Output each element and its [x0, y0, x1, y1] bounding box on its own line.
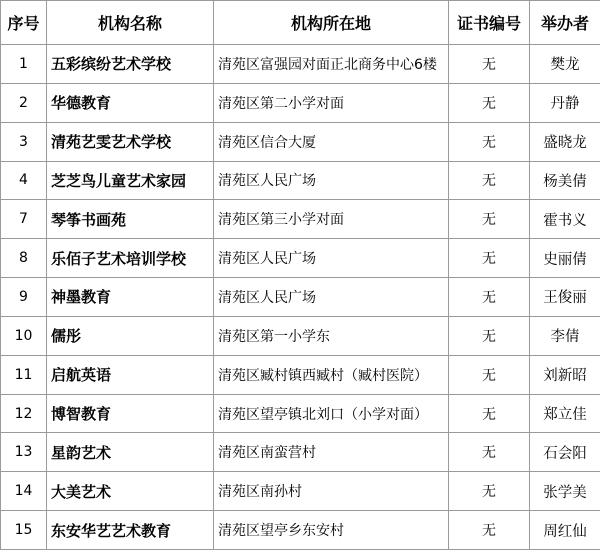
- cell-organizer[interactable]: 王俊丽: [530, 278, 600, 317]
- cell-institution-name[interactable]: 东安华艺艺术教育: [47, 511, 214, 550]
- cell-institution-location[interactable]: 清苑区望亭镇北刘口（小学对面）: [214, 394, 449, 433]
- cell-certificate-number[interactable]: 无: [449, 161, 530, 200]
- cell-institution-name[interactable]: 启航英语: [47, 355, 214, 394]
- cell-serial-number[interactable]: 11: [1, 355, 47, 394]
- table-row: [1, 433, 600, 472]
- cell-organizer[interactable]: 石会阳: [530, 433, 600, 472]
- cell-organizer[interactable]: 张学美: [530, 472, 600, 511]
- table-row: [1, 316, 600, 355]
- cell-organizer[interactable]: 樊龙: [530, 45, 600, 84]
- table-row: [1, 83, 600, 122]
- table-row: [1, 355, 600, 394]
- cell-serial-number[interactable]: 1: [1, 45, 47, 84]
- cell-organizer[interactable]: 丹静: [530, 83, 600, 122]
- table-row: [1, 472, 600, 511]
- cell-institution-name[interactable]: 博智教育: [47, 394, 214, 433]
- cell-serial-number[interactable]: 12: [1, 394, 47, 433]
- cell-institution-location[interactable]: 清苑区望亭乡东安村: [214, 511, 449, 550]
- table-row: [1, 239, 600, 278]
- cell-institution-name[interactable]: 华德教育: [47, 83, 214, 122]
- cell-certificate-number[interactable]: 无: [449, 394, 530, 433]
- cell-institution-name[interactable]: 五彩缤纷艺术学校: [47, 45, 214, 84]
- cell-institution-name[interactable]: 儒彤: [47, 316, 214, 355]
- cell-organizer[interactable]: 霍书义: [530, 200, 600, 239]
- cell-institution-location[interactable]: 清苑区南孙村: [214, 472, 449, 511]
- cell-institution-location[interactable]: 清苑区臧村镇西臧村（臧村医院）: [214, 355, 449, 394]
- cell-institution-location[interactable]: 清苑区人民广场: [214, 239, 449, 278]
- cell-organizer[interactable]: 郑立佳: [530, 394, 600, 433]
- cell-serial-number[interactable]: 10: [1, 316, 47, 355]
- cell-organizer[interactable]: 盛晓龙: [530, 122, 600, 161]
- table-row: [1, 161, 600, 200]
- cell-institution-location[interactable]: 清苑区富强园对面正北商务中心6楼: [214, 45, 449, 84]
- cell-serial-number[interactable]: 9: [1, 278, 47, 317]
- cell-organizer[interactable]: 刘新昭: [530, 355, 600, 394]
- table-row: [1, 200, 600, 239]
- table-row: [1, 278, 600, 317]
- table-row: [1, 45, 600, 84]
- table-body: [1, 45, 600, 550]
- cell-institution-name[interactable]: 乐佰子艺术培训学校: [47, 239, 214, 278]
- cell-organizer[interactable]: 李倩: [530, 316, 600, 355]
- table-row: [1, 511, 600, 550]
- cell-serial-number[interactable]: 14: [1, 472, 47, 511]
- cell-serial-number[interactable]: 15: [1, 511, 47, 550]
- cell-institution-location[interactable]: 清苑区第一小学东: [214, 316, 449, 355]
- cell-certificate-number[interactable]: 无: [449, 45, 530, 84]
- cell-institution-name[interactable]: 芝芝鸟儿童艺术家园: [47, 161, 214, 200]
- cell-organizer[interactable]: 杨美倩: [530, 161, 600, 200]
- cell-organizer[interactable]: 史丽倩: [530, 239, 600, 278]
- cell-institution-name[interactable]: 清苑艺雯艺术学校: [47, 122, 214, 161]
- cell-certificate-number[interactable]: 无: [449, 316, 530, 355]
- header-organizer[interactable]: 举办者: [530, 1, 600, 45]
- cell-serial-number[interactable]: 8: [1, 239, 47, 278]
- header-institution-name[interactable]: 机构名称: [47, 1, 214, 45]
- cell-institution-location[interactable]: 清苑区信合大厦: [214, 122, 449, 161]
- cell-certificate-number[interactable]: 无: [449, 278, 530, 317]
- cell-certificate-number[interactable]: 无: [449, 200, 530, 239]
- cell-certificate-number[interactable]: 无: [449, 355, 530, 394]
- cell-institution-location[interactable]: 清苑区人民广场: [214, 278, 449, 317]
- cell-certificate-number[interactable]: 无: [449, 472, 530, 511]
- cell-serial-number[interactable]: 4: [1, 161, 47, 200]
- cell-certificate-number[interactable]: 无: [449, 511, 530, 550]
- cell-institution-name[interactable]: 星韵艺术: [47, 433, 214, 472]
- cell-serial-number[interactable]: 13: [1, 433, 47, 472]
- cell-serial-number[interactable]: 3: [1, 122, 47, 161]
- cell-institution-name[interactable]: 神墨教育: [47, 278, 214, 317]
- header-institution-location[interactable]: 机构所在地: [214, 1, 449, 45]
- header-row: [1, 1, 600, 45]
- table-row: [1, 394, 600, 433]
- table-row: [1, 122, 600, 161]
- header-serial-number[interactable]: 序号: [1, 1, 47, 45]
- header-certificate-number[interactable]: 证书编号: [449, 1, 530, 45]
- cell-certificate-number[interactable]: 无: [449, 83, 530, 122]
- cell-certificate-number[interactable]: 无: [449, 239, 530, 278]
- cell-organizer[interactable]: 周红仙: [530, 511, 600, 550]
- cell-institution-name[interactable]: 大美艺术: [47, 472, 214, 511]
- cell-serial-number[interactable]: 7: [1, 200, 47, 239]
- cell-institution-location[interactable]: 清苑区第二小学对面: [214, 83, 449, 122]
- cell-institution-location[interactable]: 清苑区第三小学对面: [214, 200, 449, 239]
- cell-institution-location[interactable]: 清苑区人民广场: [214, 161, 449, 200]
- cell-institution-name[interactable]: 琴筝书画苑: [47, 200, 214, 239]
- cell-certificate-number[interactable]: 无: [449, 433, 530, 472]
- cell-serial-number[interactable]: 2: [1, 83, 47, 122]
- cell-certificate-number[interactable]: 无: [449, 122, 530, 161]
- cell-institution-location[interactable]: 清苑区南蛮营村: [214, 433, 449, 472]
